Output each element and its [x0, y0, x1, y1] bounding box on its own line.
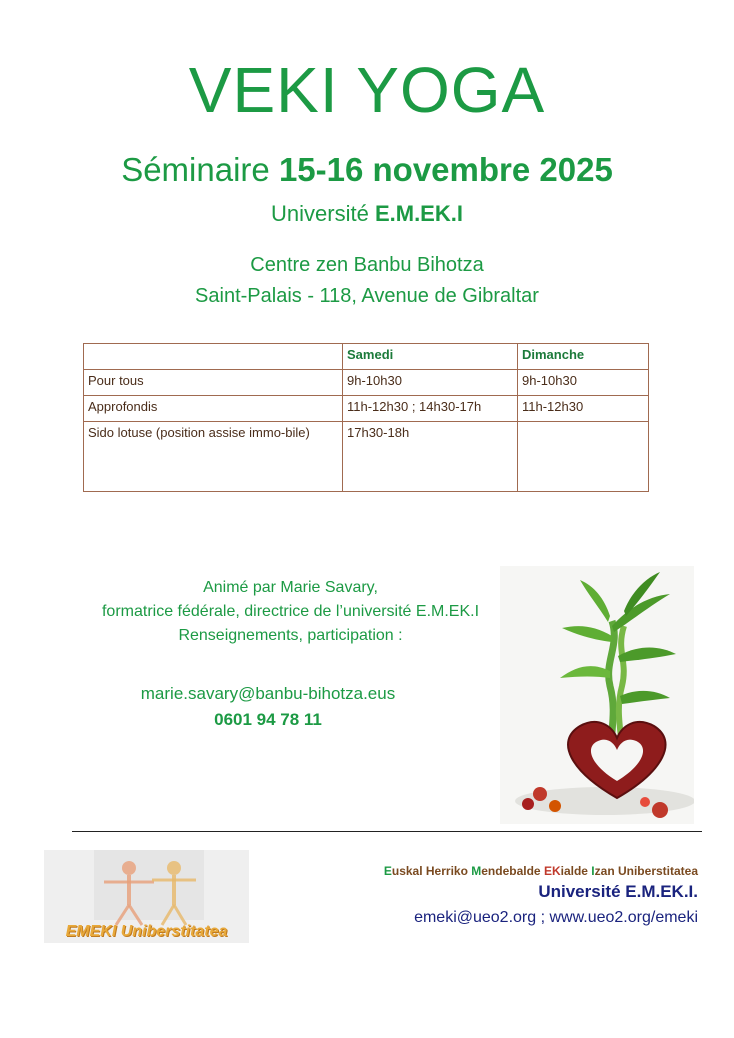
- row-samedi: 17h30-18h: [343, 422, 518, 492]
- initial-e: E: [383, 864, 392, 878]
- seminar-prefix: Séminaire: [121, 151, 270, 188]
- table-row: [84, 422, 649, 492]
- university-heading: [0, 199, 734, 229]
- schedule-header-empty: [84, 344, 343, 370]
- initial-ek: EK: [543, 864, 561, 878]
- instructor-line: Animé par Marie Savary,: [203, 579, 378, 596]
- word-ekialde: ialde: [560, 864, 592, 878]
- location-address: Saint-Palais - 118, Avenue de Gibraltar: [195, 285, 539, 307]
- schedule-table: [83, 343, 649, 492]
- info-line: Renseignements, participation :: [178, 627, 403, 644]
- bamboo-illustration: [500, 566, 694, 824]
- row-label: Pour tous: [84, 370, 343, 396]
- logo-caption: EMEKI Uniberstitatea: [65, 923, 228, 940]
- row-dimanche: 11h-12h30: [518, 396, 649, 422]
- schedule-header-samedi: Samedi: [343, 344, 518, 370]
- schedule-header-dimanche: Dimanche: [518, 344, 649, 370]
- instructor-info: [0, 576, 581, 648]
- page-title: VEKI YOGA: [188, 54, 546, 126]
- location-center: Centre zen Banbu Bihotza: [250, 254, 484, 276]
- row-dimanche: [518, 422, 649, 492]
- row-samedi: 11h-12h30 ; 14h30-17h: [343, 396, 518, 422]
- initial-i: I: [591, 864, 595, 878]
- instructor-role: formatrice fédérale, directrice de l’université E.M.EK.I: [101, 603, 480, 620]
- row-samedi: 9h-10h30: [343, 370, 518, 396]
- university-prefix: Université: [271, 201, 369, 226]
- word-izan-uniberstitatea: zan Uniberstitatea: [594, 864, 698, 878]
- initial-m: M: [471, 864, 482, 878]
- seminar-heading: [0, 147, 734, 193]
- bamboo-photo: [500, 566, 694, 824]
- table-row: [84, 370, 649, 396]
- contact-email[interactable]: marie.savary@banbu-bihotza.eus: [140, 684, 396, 703]
- footer-university: Université E.M.EK.I.: [538, 882, 698, 901]
- word-mendebalde: endebalde: [481, 864, 544, 878]
- row-label: Sido lotuse (position assise immo-bile): [84, 422, 343, 492]
- row-dimanche: 9h-10h30: [518, 370, 649, 396]
- row-label: Approfondis: [84, 396, 343, 422]
- emeki-logo: [44, 850, 249, 943]
- schedule-header-row: [84, 344, 649, 370]
- basque-university-name: [384, 863, 698, 879]
- table-row: [84, 396, 649, 422]
- footer-divider: [72, 831, 702, 832]
- university-name: E.M.EK.I: [374, 201, 463, 226]
- seminar-dates: 15-16 novembre 2025: [278, 151, 613, 188]
- footer-web-links[interactable]: emeki@ueo2.org ; www.ueo2.org/emeki: [414, 909, 698, 926]
- word-euskal-herriko: uskal Herriko: [391, 864, 472, 878]
- contact-phone[interactable]: 0601 94 78 11: [214, 710, 322, 729]
